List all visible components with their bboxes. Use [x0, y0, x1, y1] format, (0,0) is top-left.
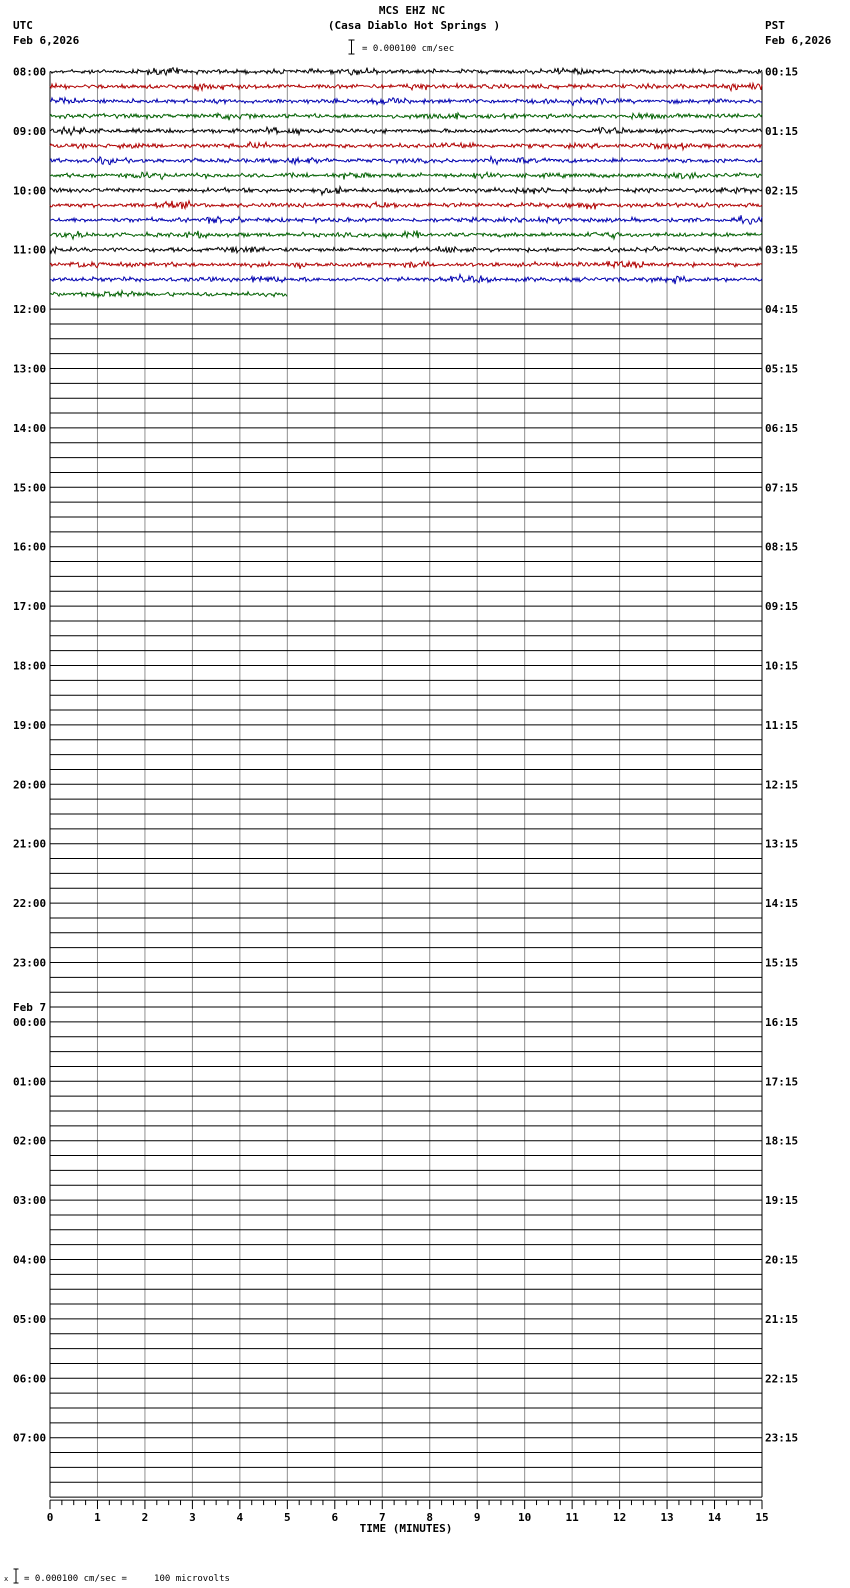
pst-hour-label: 06:15 [765, 421, 799, 435]
scale-text: = 0.000100 cm/sec [362, 44, 455, 54]
pst-hour-label: 00:15 [765, 65, 799, 79]
utc-hour-label: 08:00 [13, 65, 47, 79]
x-tick-label: 8 [426, 1511, 434, 1525]
utc-hour-label: 22:00 [13, 897, 47, 911]
pst-hour-label: 13:15 [765, 837, 799, 851]
seismic-trace [50, 215, 762, 224]
pst-hour-label: 11:15 [765, 718, 799, 732]
pst-hour-label: 09:15 [765, 600, 799, 614]
utc-hour-label: 16:00 [13, 540, 47, 554]
seismic-trace [50, 157, 762, 165]
pst-hour-label: 22:15 [765, 1372, 799, 1386]
x-axis-label: TIME (MINUTES) [359, 1522, 453, 1536]
station-title: MCS EHZ NC [378, 4, 446, 17]
pst-hour-label: 03:15 [765, 243, 799, 257]
pst-hour-label: 12:15 [765, 778, 799, 792]
utc-hour-label: 04:00 [13, 1253, 47, 1267]
x-tick-label: 10 [518, 1511, 532, 1525]
seismic-trace [50, 291, 287, 297]
utc-hour-label: 11:00 [13, 243, 47, 257]
utc-hour-label: 15:00 [13, 481, 47, 495]
seismic-trace [50, 275, 762, 285]
pst-hour-label: 19:15 [765, 1194, 799, 1208]
x-tick-label: 0 [46, 1511, 54, 1525]
pst-hour-label: 02:15 [765, 184, 799, 198]
pst-hour-label: 10:15 [765, 659, 799, 673]
pst-hour-label: 17:15 [765, 1075, 799, 1089]
seismic-trace [50, 68, 762, 76]
pst-hour-label: 20:15 [765, 1253, 799, 1267]
utc-hour-label: 12:00 [13, 303, 47, 317]
right-timezone: PST [765, 19, 785, 32]
seismic-trace [50, 201, 762, 210]
seismic-trace [50, 261, 762, 269]
seismic-trace [50, 231, 762, 240]
pst-hour-label: 18:15 [765, 1134, 799, 1148]
x-tick-label: 14 [707, 1511, 722, 1525]
x-tick-label: 13 [660, 1511, 674, 1525]
pst-hour-label: 01:15 [765, 124, 799, 138]
seismic-trace [50, 127, 762, 135]
seismic-trace [50, 98, 762, 106]
utc-hour-label: 05:00 [13, 1312, 47, 1326]
pst-hour-label: 21:15 [765, 1312, 799, 1326]
seismic-trace [50, 83, 762, 90]
utc-hour-label: 20:00 [13, 778, 47, 792]
utc-hour-label: 10:00 [13, 184, 47, 198]
utc-hour-label: 23:00 [13, 956, 47, 970]
x-tick-label: 1 [94, 1511, 101, 1525]
x-tick-label: 6 [331, 1511, 339, 1525]
x-tick-label: 11 [565, 1511, 579, 1525]
x-tick-label: 9 [473, 1511, 481, 1525]
x-tick-label: 4 [236, 1511, 244, 1525]
pst-hour-label: 05:15 [765, 362, 799, 376]
utc-hour-label: 01:00 [13, 1075, 47, 1089]
station-location: (Casa Diablo Hot Springs ) [327, 19, 501, 32]
utc-hour-label: 14:00 [13, 421, 47, 435]
left-date: Feb 6,2026 [13, 34, 80, 47]
pst-hour-label: 15:15 [765, 956, 799, 970]
utc-hour-label: 00:00 [13, 1015, 47, 1029]
x-tick-label: 7 [378, 1511, 386, 1525]
pst-hour-label: 04:15 [765, 303, 799, 317]
x-tick-label: 12 [612, 1511, 627, 1525]
utc-hour-label: 21:00 [13, 837, 47, 851]
x-tick-label: 3 [189, 1511, 196, 1525]
svg-text:x: x [4, 1575, 9, 1583]
utc-hour-label: 19:00 [13, 718, 47, 732]
footer-scale-text: = 0.000100 cm/sec = 100 microvolts [24, 1574, 230, 1584]
seismic-trace [50, 142, 762, 150]
seismic-trace [50, 113, 762, 120]
utc-hour-label: 17:00 [13, 600, 47, 614]
pst-hour-label: 16:15 [765, 1015, 799, 1029]
x-tick-label: 15 [755, 1511, 769, 1525]
pst-hour-label: 08:15 [765, 540, 799, 554]
utc-hour-label: 07:00 [13, 1431, 47, 1445]
utc-hour-label: 06:00 [13, 1372, 47, 1386]
utc-hour-label: 03:00 [13, 1194, 47, 1208]
utc-hour-label: 09:00 [13, 124, 47, 138]
pst-hour-label: 23:15 [765, 1431, 799, 1445]
x-tick-label: 2 [141, 1511, 149, 1525]
x-tick-label: 5 [284, 1511, 291, 1525]
utc-hour-label: 13:00 [13, 362, 47, 376]
footer-scale-icon [4, 1568, 20, 1584]
utc-hour-label: 18:00 [13, 659, 47, 673]
right-date: Feb 6,2026 [765, 34, 832, 47]
date-change-label: Feb 7 [13, 1000, 47, 1014]
seismic-trace [50, 172, 762, 179]
left-timezone: UTC [13, 19, 33, 32]
seismic-trace [50, 246, 762, 253]
utc-hour-label: 02:00 [13, 1134, 47, 1148]
pst-hour-label: 14:15 [765, 897, 799, 911]
seismic-trace [50, 187, 762, 195]
pst-hour-label: 07:15 [765, 481, 799, 495]
